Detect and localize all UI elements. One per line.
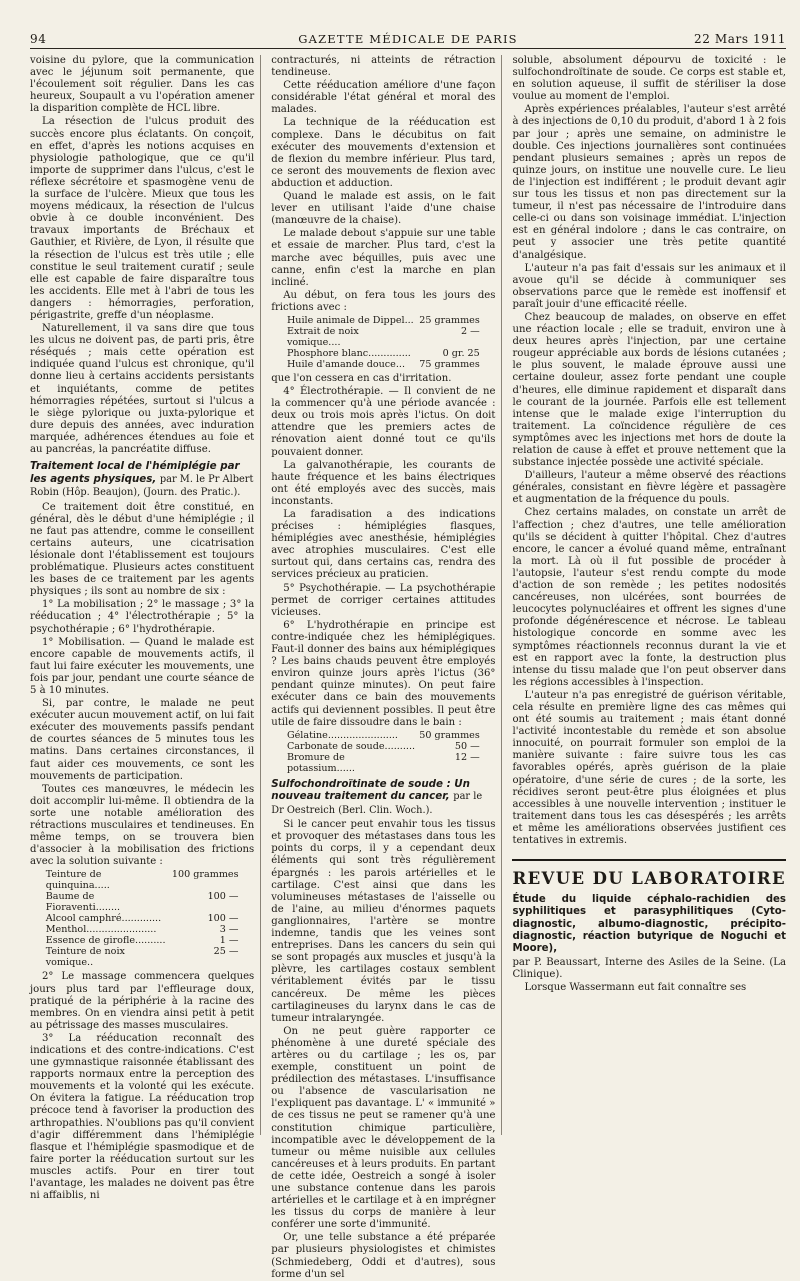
paragraph: 3° La rééducation reconnaît des indications et des contre-indications. C'est une gymnastique raisonnée établissant des rapports normaux entre la perception des mouvements et la volonté qui les exécute. On évitera la fatigue. La rééducation trop précoce tend à favoriser la production des arthropathies. N'oublions pas qu'il convient d'agir différemment dans l'hémiplégie flasque et l'hémiplégie spasmodique et de faire porter la rééducation surtout sur les muscles actifs. Pour en tirer tout l'avantage, les malades ne doivent pas être ni affaiblis, ni xyxy=(30,1032,255,1202)
column-1 xyxy=(30,55,261,1202)
paragraph: La résection de l'ulcus produit des succès encore plus éclatants. On conçoit, en effet, d'après les notions acquises en physiologie pathologique, que ce qu'il importe de supprimer dans l'ulcus, c'est le réflexe sécrétoire et spasmogène venu de la surface de l'ulcère. Mieux que tous les moyens médicaux, la résection de l'ulcus obvie à ce double inconvénient. Des travaux importants de Bréchaux et Gauthier, et Rivière, de Lyon, il résulte que la résection de l'ulcus est très utile ; elle constitue le seul traitement curatif ; seule elle est capable de faire disparaître tous les accidents. Elle met à l'abri de tous les dangers : hémorragies, perforation, périgastrite, greffe d'un néoplasme. xyxy=(30,116,255,321)
paragraph: Naturellement, il va sans dire que tous les ulcus ne doivent pas, de parti pris, être réséqués ; mais cette opération est indiquée quand l'ulcus est chronique, qu'il donne lieu à certains accidents persistants et inquiétants, comme de petites hémorragies répétées, surtout si l'ulcus a le siège pylorique ou juxta-pylorique et dure depuis des années, avec induration marquée, adhérences étendues au foie et au pancréas, la pancréatite diffuse. xyxy=(30,323,255,455)
article-heading-hemiplegie xyxy=(30,460,254,500)
article-title: Sulfochondroïtinate de soude : Un nouveau traitement du cancer, xyxy=(271,777,470,803)
paragraph: L'auteur n'a pas fait d'essais sur les animaux et il avoue qu'il se décide à communiquer ses observations parce que le remède est inoffensif et paraît jouir d'une efficacité réelle. xyxy=(512,262,787,310)
prescription-row: Gélatine....................... 50 grammes xyxy=(286,729,480,741)
paragraph: Si le cancer peut envahir tous les tissus et provoquer des métastases dans tous les points du corps, il y a cependant deux éléments qui sont très régulièrement épargnés : les parois artérielles et le cartilage. C'est ainsi que dans les volumineuses métastases de l'aisselle ou de l'aine, au milieu d'énormes paquets ganglionnaires, l'artère se montre indemne, tandis que les veines sont entreprises. Dans les cancers du sein qui se sont propagés aux muscles et jusqu'à la plèvre, les cartilages costaux semblent véritablement évités par le tissu cancéreux. De même les pièces cartilagineuses du larynx dans le cas de tumeur intralaryngée. xyxy=(271,819,496,1024)
paragraph: Or, une telle substance a été préparée par plusieurs physiologistes et chimistes (Schmiedeberg, Oddi et d'autres), sous forme d'un sel xyxy=(271,1232,496,1280)
paragraph: Si, par contre, le malade ne peut exécuter aucun mouvement actif, on lui fait exécuter des mouvements passifs pendant de courtes séances de 5 minutes tous les matins. Dans certaines circonstances, il faut aider ces mouvements, ce sont les mouvements de participation. xyxy=(30,698,255,782)
paragraph: Quand le malade est assis, on le fait lever en utilisant l'aide d'une chaise (manœuvre de la chaise). xyxy=(271,191,496,227)
prescription-row: Baume de Fioraventi........ 100 — xyxy=(45,891,239,914)
paragraph: On ne peut guère rapporter ce phénomène à une dureté spéciale des artères ou du cartilage ; les os, par exemple, constituent un point de prédilection des métastases. L'insuffisance ou l'absence de vascularisation ne l'expliquent pas davantage. L' « immunité » de ces tissus ne peut se ramener qu'à une constitution chimique particulière, incompatible avec le développement de la tumeur ou même nuisible aux cellules cancéreuses et à leurs produits. En partant de cette idée, Oestreich a songé à isoler une substance contenue dans les parois artérielles et le cartilage et à en imprégner les tissus du corps de manière à leur conférer une sorte d'immunité. xyxy=(271,1025,496,1231)
prescription-table xyxy=(287,730,480,774)
paragraph: Chez certains malades, on constate un arrêt de l'affection ; chez d'autres, une telle amélioration qu'ils se décident à quitter l'hôpital. Chez d'autres encore, le cancer a évolué quand même, entraînant la mort. Là où il fut possible de procéder à l'autopsie, l'auteur s'est rendu compte du mode d'action de son remède ; les petites nodosités cancéreuses, non ulcérées, sont bourrées de leucocytes polynucléaires et offrent les signes d'une profonde dégénérescence et nécrose. Le tableau histologique concorde en somme avec les symptômes réactionnels reconnus durant la vie et est en rapport avec la fonte, la destruction plus intense du tissu malade que l'on peut observer dans les régions accessibles à l'inspection. xyxy=(512,507,787,688)
paragraph: L'auteur n'a pas enregistré de guérison véritable, cela résulte en première ligne des cas mêmes qui ont été soumis au traitement ; mais étant donné l'activité incontestable du remède et son absolue innocuité, on pourrait formuler son emploi de la manière suivante : faire suivre tous les cas favorables opérés, après guérison de la plaie opératoire, d'une série de cures ; de la sorte, les récidives seront peut-être plus éloignées et plus accessibles à une nouvelle intervention ; instituer le traitement dans tous les cas désespérés ; les arrêts et même les améliorations observées justifient ces tentatives in extremis. xyxy=(512,689,787,846)
section-revue-laboratoire xyxy=(512,859,786,994)
article-source: par M. le Pr Albert Robin (Hôp. Beaujon), (Journ. des Pratic.). xyxy=(30,473,254,499)
paragraph: que l'on cessera en cas d'irritation. xyxy=(271,372,452,384)
issue-date: 22 Mars 1911 xyxy=(694,32,786,46)
paragraph: Au début, on fera tous les jours des frictions avec : xyxy=(271,289,496,313)
paragraph: La faradisation a des indications précises : hémiplégies flasques, hémiplégies avec anesthésie, hémiplégies avec atrophies musculaires. C'est elle surtout qui, dans certains cas, rendra des services précieux au praticien. xyxy=(271,509,496,581)
paragraph: La galvanothérapie, les courants de haute fréquence et les bains électriques ont été employés avec des succès, mais inconstants. xyxy=(271,459,496,507)
page-header xyxy=(30,26,786,49)
paragraph: Cette rééducation améliore d'une façon considérable l'état général et moral des malades. xyxy=(271,80,496,116)
prescription-row: Teinture de quinquina..... 100 grammes xyxy=(45,869,239,892)
article-title: Étude du liquide céphalo-rachidien des syphilitiques et parasyphilitiques (Cyto-diagnostic, albumo-diagnostic, précipito-diagnostic, réaction butyrique de Noguchi et Moore), xyxy=(512,894,787,955)
prescription-row: Bromure de potassium...... 12 — xyxy=(286,751,480,774)
section-title: REVUE DU LABORATOIRE xyxy=(512,869,787,889)
paragraph: Le malade debout s'appuie sur une table et essaie de marcher. Plus tard, c'est la marche avec béquilles, puis avec une canne, enfin c'est la marche en plan incliné. xyxy=(271,228,496,288)
prescription-row: Huile d'amande douce... 75 grammes xyxy=(286,358,480,370)
prescription-row: Extrait de noix vomique.... 2 — xyxy=(286,325,480,348)
article-heading-sulfochondroitinate xyxy=(271,778,495,818)
prescription-row: Carbonate de soude.......... 50 — xyxy=(286,740,480,752)
prescription-row: Menthol....................... 3 — xyxy=(45,924,239,936)
paragraph: 5° Psychothérapie. — La psychothérapie permet de corriger certaines attitudes vicieuses. xyxy=(271,582,496,618)
paragraph: Lorsque Wassermann eut fait connaître ses xyxy=(524,981,747,993)
paragraph: 1° La mobilisation ; 2° le massage ; 3° la rééducation ; 4° l'électrothérapie ; 5° la psychothérapie ; 6° l'hydrothérapie. xyxy=(30,599,255,635)
prescription-row: Essence de girofle.......... 1 — xyxy=(45,935,239,947)
paragraph: La technique de la rééducation est complexe. Dans le décubitus on fait exécuter des mouvements d'extension et de flexion du membre inférieur. Plus tard, ce seront des mouvements de flexion avec abduction et adduction. xyxy=(271,117,496,189)
prescription-row: Phosphore blanc.............. 0 gr. 25 xyxy=(286,347,480,359)
paragraph: voisine du pylore, que la communication avec le jéjunum soit permanente, que l'écoulement soit régulier. Dans les cas heureux, Soupault a vu l'opération amener la disparition complète de HCL libre. xyxy=(30,55,255,115)
article-title: Traitement local de l'hémiplégie par les agents physiques, xyxy=(30,460,240,485)
paragraph: 6° L'hydrothérapie en principe est contre-indiquée chez les hémiplégiques. Faut-il donner des bains aux hémiplégiques ? Les bains chauds peuvent être employés environ quinze jours après l'ictus (36° pendant quinze minutes). On peut faire exécuter dans ce bain des mouvements actifs qui deviennent possibles. Il peut être utile de faire dissoudre dans le bain : xyxy=(271,619,496,728)
paragraph: Toutes ces manœuvres, le médecin les doit accomplir lui-même. Il obtiendra de la sorte une notable amélioration des rétractions musculaires et tendineuses. En même temps, on se trouvera bien d'associer à la mobilisation des frictions avec la solution suivante : xyxy=(30,783,255,868)
paragraph: soluble, absolument dépourvu de toxicité : le sulfochondroïtinate de soude. Ce corps est stable et, en solution aqueuse, il suffit de stériliser la dose voulue au moment de l'emploi. xyxy=(512,55,787,103)
column-2 xyxy=(271,55,502,1280)
paragraph: contracturés, ni atteints de rétraction tendineuse. xyxy=(271,55,496,79)
columns xyxy=(30,55,787,1280)
paragraph: 1° Mobilisation. — Quand le malade est encore capable de mouvements actifs, il faut lui faire exécuter les mouvements, une fois par jour, pendant une courte séance de 5 à 10 minutes. xyxy=(30,636,255,696)
paragraph: Chez beaucoup de malades, on observe en effet une réaction locale ; elle se traduit, environ une à deux heures après l'injection, par une certaine rougeur appréciable aux bords de lésions cutanées ; le plus souvent, le malade éprouve aussi une certaine douleur, assez forte pendant une couple d'heures, elle diminue rapidement et disparaît dans le courant de la journée. Parfois elle est tellement intense que le malade exige l'interruption du traitement. La coïncidence régulière de ces symptômes avec les injections met hors de doute la relation de cause à effet et prouve nettement que la substance injectée possède une activité spéciale. xyxy=(512,311,787,469)
prescription-row: Teinture de noix vomique.. 25 — xyxy=(45,946,239,969)
prescription-table xyxy=(287,315,480,370)
paragraph: Après expériences préalables, l'auteur s'est arrêté à des injections de 0,10 du produit, d'abord 1 à 2 fois par jour ; après une semaine, on administre le double. Ces injections journalières sont continuées pendant plusieurs semaines ; après un repos de quinze jours, on institue une nouvelle cure. Le lieu de l'injection est indifférent ; le produit devant agir sur tous les tissus et non pas directement sur la tumeur, il n'est pas nécessaire de l'introduire dans celle-ci ou dans son voisinage immédiat. L'injection est en général indolore ; dans le cas contraire, on peut y associer une très petite quantité d'analgésique. xyxy=(512,104,787,261)
paragraph: 4° Électrothérapie. — Il convient de ne la commencer qu'à une période avancée : deux ou trois mois après l'ictus. On doit attendre que les premiers actes de rénovation aient donné tout ce qu'ils pouvaient donner. xyxy=(271,386,496,458)
prescription-table xyxy=(46,869,239,968)
prescription-row: Alcool camphré............. 100 — xyxy=(45,913,239,925)
paragraph: Ce traitement doit être constitué, en général, dès le début d'une hémiplégie ; il ne faut pas attendre, comme le conseillent certains auteurs, une cicatrisation lésionale dont l'établissement est toujours problématique. Plusieurs actes constituent les bases de ce traitement par les agents physiques ; ils sont au nombre de six : xyxy=(30,501,255,598)
paragraph: D'ailleurs, l'auteur a même observé des réactions générales, consistant en fièvre légère et passagère et augmentation de la fréquence du pouls. xyxy=(512,470,787,506)
article-source: par P. Beaussart, Interne des Asiles de la Seine. (La Clinique). xyxy=(512,956,787,980)
page-number: 94 xyxy=(30,32,47,46)
column-3 xyxy=(512,55,786,1135)
prescription-row: Huile animale de Dippel... 25 grammes xyxy=(286,314,480,326)
article-source: par le Dr Oestreich (Berl. Clin. Woch.). xyxy=(271,791,483,816)
journal-title: GAZETTE MÉDICALE DE PARIS xyxy=(298,32,518,46)
paragraph: 2° Le massage commencera quelques jours plus tard par l'effleurage doux, pratiqué de la périphérie à la racine des membres. On en viendra ainsi petit à petit au pétrissage des masses musculaires. xyxy=(30,971,255,1031)
